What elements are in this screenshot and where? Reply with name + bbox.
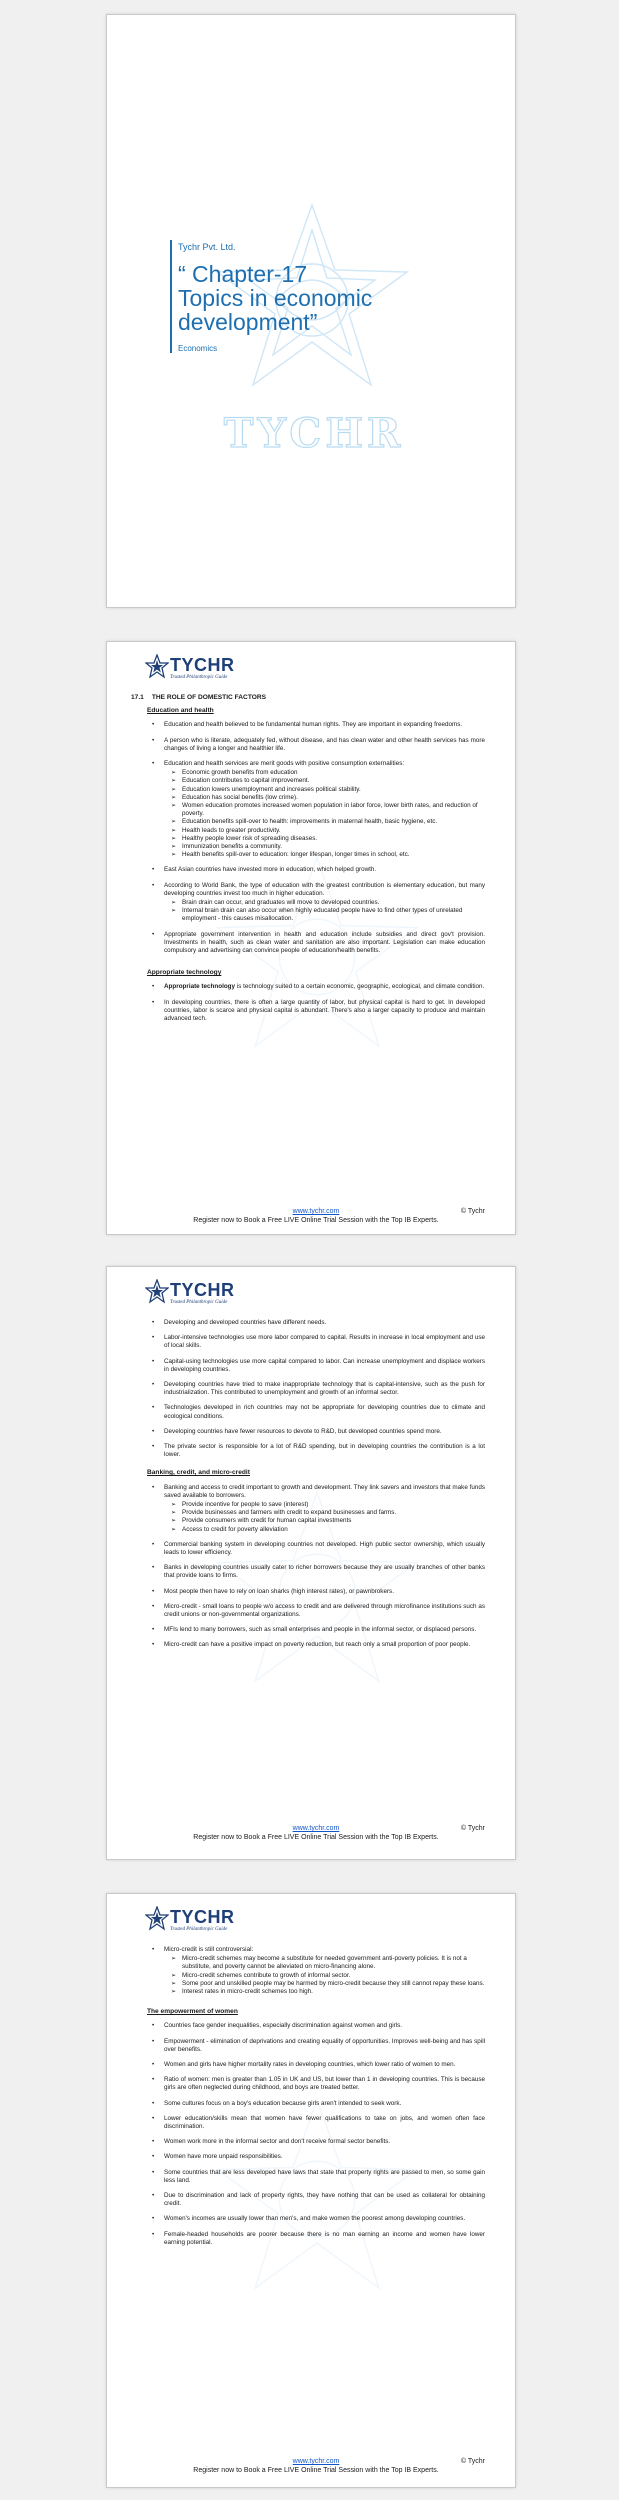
sub-list-item: ➢ Micro-credit schemes may become a substitute for needed government anti-poverty policies. It is not a substitute, and poverty cannot be alleviated on micro-financing alone. xyxy=(182,1955,485,1971)
list-item: • Developing and developed countries have different needs. xyxy=(164,1319,485,1327)
document-page xyxy=(106,641,516,1235)
subheading: Education and health xyxy=(147,707,214,715)
website-link[interactable]: www.tychr.com xyxy=(292,1208,340,1215)
sub-list-item: ➢ Provide incentive for people to save (interest) xyxy=(182,1501,485,1509)
logo-tagline: Trusted Philanthropic Guide xyxy=(170,1300,228,1305)
copyright: © Tychr xyxy=(460,2458,485,2465)
tychr-star-logo-icon xyxy=(145,1279,169,1305)
sub-list-item: ➢ Women education promotes increased women population in labor force, lower birth rates, and reduction of poverty. xyxy=(182,802,485,818)
tychr-star-logo-icon xyxy=(145,1906,169,1932)
sub-list-item: ➢ Provide consumers with credit for human capital investments xyxy=(182,1517,485,1525)
bullet-list xyxy=(147,2022,485,2247)
tychr-logo xyxy=(145,1279,265,1309)
list-item: • Some cultures focus on a boy's education because girls aren't intended to seek work. xyxy=(164,2100,485,2108)
website-link[interactable]: www.tychr.com xyxy=(292,1825,340,1832)
sub-list-item: ➢ Access to credit for poverty alleviation xyxy=(182,1526,485,1534)
list-item: • Commercial banking system in developing countries not developed. High public sector ownership, which usually leads to lower efficiency. xyxy=(164,1541,485,1557)
list-item: • Some countries that are less developed have laws that state that property rights are passed to men, so some gain less land. xyxy=(164,2169,485,2185)
section-heading xyxy=(131,694,485,702)
trial-cta: Register now to Book a Free LIVE Online Trial Session with the Top IB Experts. xyxy=(193,1217,439,1224)
list-item: • In developing countries, there is often a large quantity of labor, but physical capital is hard to get. In developed countries, labor is scarce and physical capital is abundant. There's also a larger capacity to produce and maintain advanced tech. xyxy=(164,999,485,1024)
logo-wordmark: TYCHR xyxy=(170,1907,235,1927)
list-item xyxy=(164,882,485,924)
footer-row xyxy=(147,1207,485,1216)
list-item: • Education and health believed to be fundamental human rights. They are important in expanding freedoms. xyxy=(164,721,485,729)
sub-list-item: ➢ Provide businesses and farmers with credit to expand businesses and farms. xyxy=(182,1509,485,1517)
list-item: • Developing countries have fewer resources to devote to R&D, but developed countries spend more. xyxy=(164,1428,485,1436)
bullet-list xyxy=(147,1946,485,1996)
list-item: • Women's incomes are usually lower than men's, and make women the poorest among developing countries. xyxy=(164,2215,485,2223)
section-number: 17.1 xyxy=(131,694,144,701)
list-item-text: Education and health services are merit goods with positive consumption externalities: xyxy=(164,760,405,768)
list-item: • Ratio of women: men is greater than 1.05 in UK and US, but lower than 1 in developing countries. This is because girls are often neglected during childhood, and boys are treated better. xyxy=(164,2076,485,2092)
sub-list-item: ➢ Brain drain can occur, and graduates will move to developed countries. xyxy=(182,899,485,907)
company-name: Tychr Pvt. Ltd. xyxy=(178,242,236,252)
list-item xyxy=(164,1484,485,1534)
sub-list xyxy=(164,899,485,924)
page-footer xyxy=(147,2457,485,2474)
sub-list-item: ➢ Some poor and unskilled people may be harmed by micro-credit because they still cannot repay these loans. xyxy=(182,1980,485,1988)
trial-cta: Register now to Book a Free LIVE Online Trial Session with the Top IB Experts. xyxy=(193,1834,439,1841)
page-content xyxy=(147,1319,485,1657)
list-item: • Micro-credit can have a positive impact on poverty reduction, but reach only a small proportion of poor people. xyxy=(164,1641,485,1649)
subheading: Banking, credit, and micro-credit xyxy=(147,1469,250,1477)
trial-cta: Register now to Book a Free LIVE Online Trial Session with the Top IB Experts. xyxy=(193,2467,439,2474)
bullet-list xyxy=(147,1319,485,1459)
sub-list-item: ➢ Interest rates in micro-credit schemes too high. xyxy=(182,1988,485,1996)
list-item: • Women and girls have higher mortality rates in developing countries, which lower ratio of women to men. xyxy=(164,2061,485,2069)
list-item: • Appropriate government intervention in health and education include subsidies and direct gov't provision. Investments in health, such as clean water and sanitation are also important. Legislation can make education compulsory and advertising can convince people of education/health benefits. xyxy=(164,931,485,956)
subheading: The empowerment of women xyxy=(147,2008,238,2016)
list-item: • The private sector is responsible for a lot of R&D spending, but in developing countries the contribution is a lot lower. xyxy=(164,1443,485,1459)
section-title: THE ROLE OF DOMESTIC FACTORS xyxy=(151,694,267,701)
list-item: • Technologies developed in rich countries may not be appropriate for developing countries due to climate and ecological conditions. xyxy=(164,1404,485,1420)
page-content xyxy=(147,1946,485,2254)
sub-list-item: ➢ Healthy people lower risk of spreading diseases. xyxy=(182,835,485,843)
cover-title-block xyxy=(170,240,418,353)
sub-list-item: ➢ Health benefits spill-over to education: longer lifespan, longer times in school, etc. xyxy=(182,851,485,859)
page-content xyxy=(131,694,485,1030)
list-item-text: According to World Bank, the type of education with the greatest contribution is elementary education, but many developing countries invest too much in higher education. xyxy=(164,881,485,897)
list-item-text: Banking and access to credit important to growth and development. They link savers and investors that make funds saved available to borrowers. xyxy=(164,1483,485,1499)
list-item: • Women have more unpaid responsibilities. xyxy=(164,2153,485,2161)
sub-list-item: ➢ Education lowers unemployment and increases political stability. xyxy=(182,786,485,794)
sub-list xyxy=(164,1501,485,1534)
list-item: • Labor-intensive technologies use more labor compared to capital. Results in increase in local employment and use of local skills. xyxy=(164,1334,485,1350)
document-page xyxy=(106,1266,516,1860)
tychr-logo xyxy=(145,1906,265,1936)
chapter-title-line: Topics in economic xyxy=(178,285,373,311)
tychr-logo xyxy=(145,654,265,684)
list-item: • Empowerment - elimination of deprivations and creating equality of opportunities. Improves well-being and has spill over benefits. xyxy=(164,2038,485,2054)
list-item: • Most people then have to rely on loan sharks (high interest rates), or pawnbrokers. xyxy=(164,1588,485,1596)
footer-row xyxy=(147,2457,485,2466)
list-item: • Developing countries have tried to make inappropriate technology that is capital-intensive, such as the push for industrialization. This contributed to unemployment and growth of an informal sector. xyxy=(164,1381,485,1397)
term: Appropriate technology xyxy=(164,983,236,991)
sub-list xyxy=(164,1955,485,1996)
list-item: • Micro-credit - small loans to people w/o access to credit and are delivered through microfinance institutions such as credit unions or non-governmental organizations. xyxy=(164,1603,485,1619)
list-item: • Women work more in the informal sector and don't receive formal sector benefits. xyxy=(164,2138,485,2146)
list-item-text: Micro-credit is still controversial: xyxy=(164,1946,254,1953)
chapter-title xyxy=(178,262,418,334)
chapter-title-line: development” xyxy=(178,309,318,335)
bullet-list xyxy=(147,983,485,1023)
list-item xyxy=(164,760,485,859)
sub-list-item: ➢ Education has social benefits (low crime). xyxy=(182,794,485,802)
bullet-list xyxy=(147,721,485,955)
list-item: • Countries face gender inequalities, especially discrimination against women and girls. xyxy=(164,2022,485,2030)
logo-tagline: Trusted Philanthropic Guide xyxy=(170,1927,228,1932)
brand-watermark: TYCHR xyxy=(223,410,405,457)
page-footer xyxy=(147,1824,485,1841)
list-item: • Due to discrimination and lack of property rights, they have nothing that can be used as collateral for obtaining credit. xyxy=(164,2192,485,2208)
sub-list-item: ➢ Micro-credit schemes contribute to growth of informal sector. xyxy=(182,1972,485,1980)
list-item xyxy=(164,983,485,991)
list-item xyxy=(164,1946,485,1996)
list-item: • A person who is literate, adequately fed, without disease, and has clean water and other health services has more changes of living a longer and healthier life. xyxy=(164,737,485,753)
sub-list-item: ➢ Economic growth benefits from education xyxy=(182,769,485,777)
cover-page xyxy=(106,14,516,608)
document-page xyxy=(106,1893,516,2488)
sub-list-item: ➢ Immunization benefits a community. xyxy=(182,843,485,851)
list-item: • MFIs lend to many borrowers, such as small enterprises and people in the informal sector, or displaced persons. xyxy=(164,1626,485,1634)
sub-list xyxy=(164,769,485,859)
list-item: • Banks in developing countries usually cater to richer borrowers because they are usually branches of other banks that provide loans to firms. xyxy=(164,1564,485,1580)
page-footer xyxy=(147,1207,485,1224)
sub-list-item: ➢ Education benefits spill-over to health: improvements in maternal health, basic hygiene, etc. xyxy=(182,818,485,826)
sub-list-item: ➢ Internal brain drain can also occur when highly educated people have to find other types of unrelated employment - this causes misallocation. xyxy=(182,907,485,923)
logo-wordmark: TYCHR xyxy=(170,1280,235,1300)
bullet-list xyxy=(147,1484,485,1650)
logo-tagline: Trusted Philanthropic Guide xyxy=(170,675,228,680)
chapter-title-line: “ Chapter-17 xyxy=(178,261,308,287)
list-item: • Lower education/skills mean that women have fewer qualifications to take on jobs, and women often face discrimination. xyxy=(164,2115,485,2131)
footer-row xyxy=(147,1824,485,1833)
tychr-star-logo-icon xyxy=(145,654,169,680)
website-link[interactable]: www.tychr.com xyxy=(292,2458,340,2465)
sub-list-item: ➢ Health leads to greater productivity. xyxy=(182,827,485,835)
definition: is technology suited to a certain economic, geographic, ecological, and climate condition. xyxy=(235,983,485,991)
logo-wordmark: TYCHR xyxy=(170,655,235,675)
sub-list-item: ➢ Education contributes to capital improvement. xyxy=(182,777,485,785)
list-item: • Female-headed households are poorer because there is no man earning an income and women have lower earning potential. xyxy=(164,2231,485,2247)
copyright: © Tychr xyxy=(460,1208,485,1215)
subject-label: Economics xyxy=(178,344,218,353)
subheading: Appropriate technology xyxy=(147,969,222,977)
list-item: • Capital-using technologies use more capital compared to labor. Can increase unemployment and displace workers in developing countries. xyxy=(164,1358,485,1374)
list-item: • East Asian countries have invested more in education, which helped growth. xyxy=(164,866,485,874)
copyright: © Tychr xyxy=(460,1825,485,1832)
